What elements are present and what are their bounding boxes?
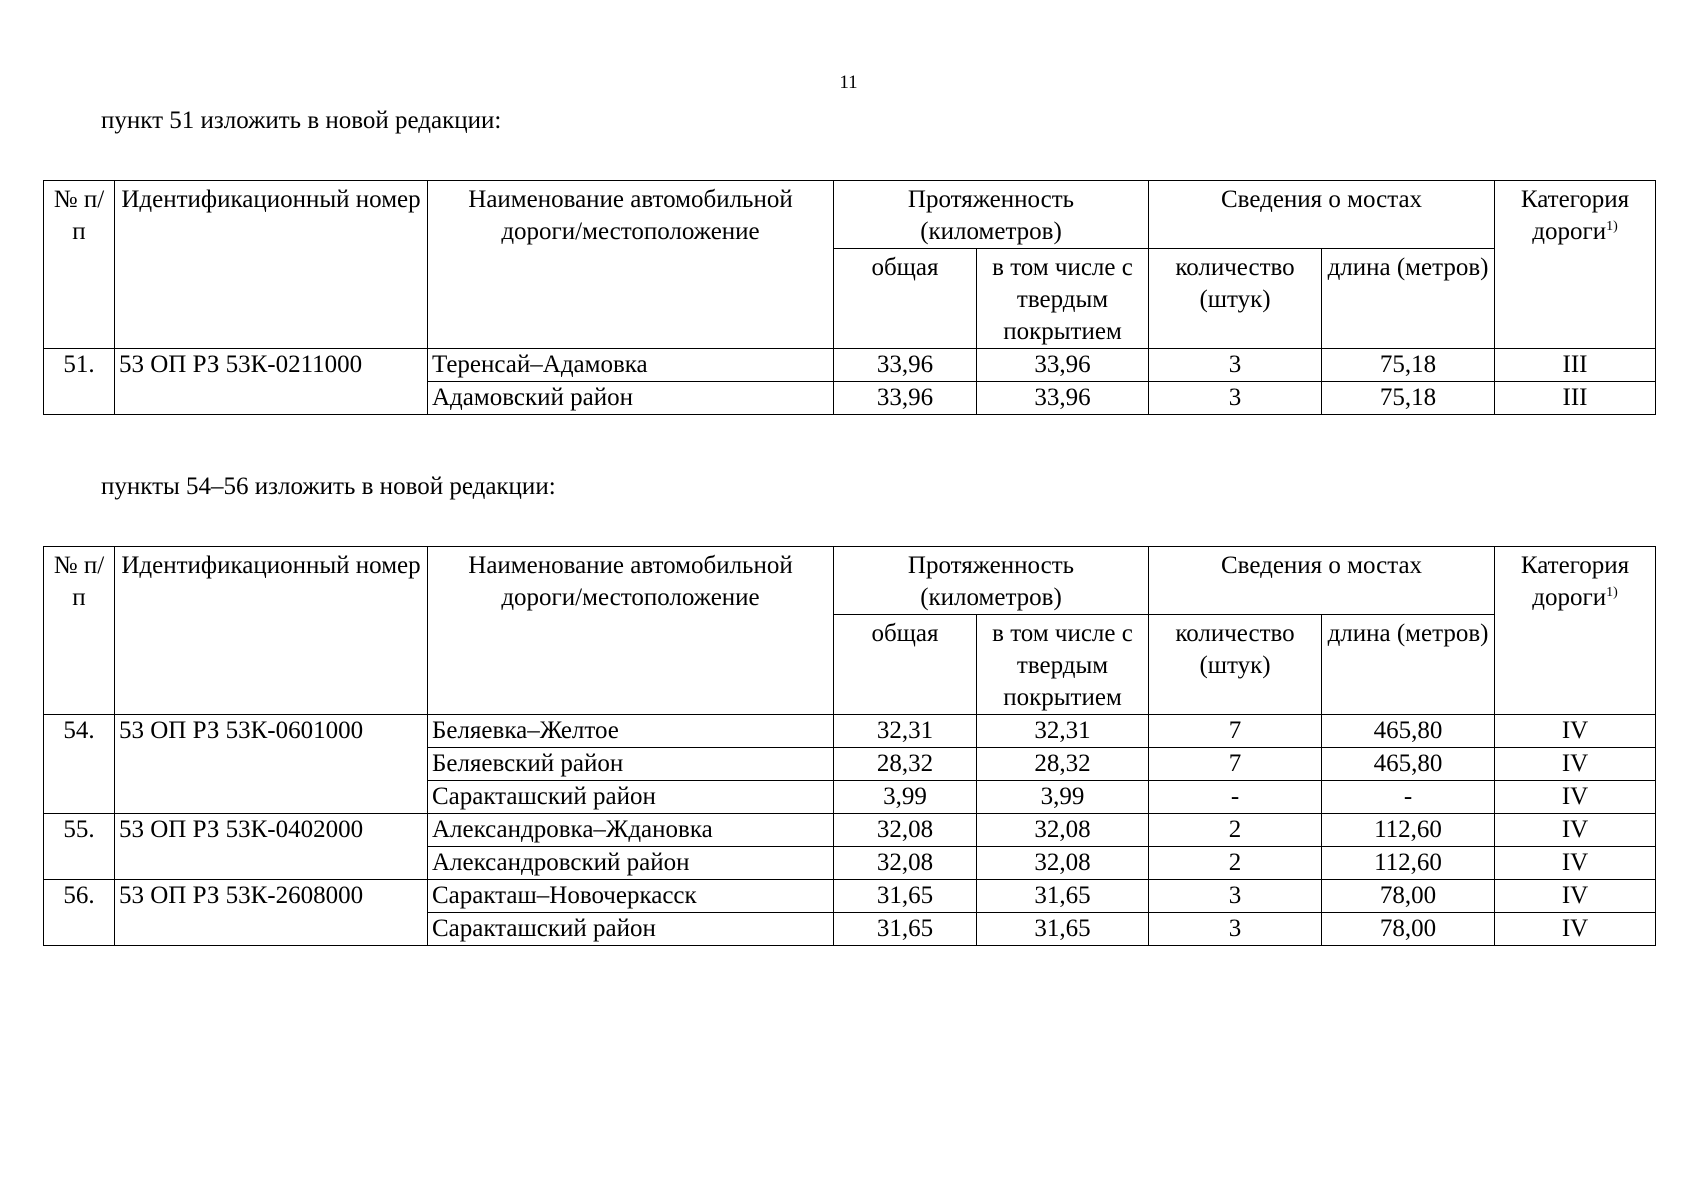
length-paved: 32,08 xyxy=(977,814,1149,847)
section-2-intro: пункты 54–56 изложить в новой редакции: xyxy=(101,473,556,500)
road-category: IV xyxy=(1495,880,1656,913)
bridges-count: 7 xyxy=(1149,715,1322,748)
road-name: Александровка–Ждановка xyxy=(428,814,834,847)
road-name: Адамовский район xyxy=(428,382,834,415)
bridges-count: 3 xyxy=(1149,880,1322,913)
length-total: 32,31 xyxy=(834,715,977,748)
length-paved: 31,65 xyxy=(977,913,1149,946)
header-category xyxy=(1495,547,1656,715)
road-category: IV xyxy=(1495,913,1656,946)
header-bridges: Сведения о мостах xyxy=(1149,181,1495,249)
table-row xyxy=(44,880,1656,913)
length-total: 3,99 xyxy=(834,781,977,814)
bridges-count: 2 xyxy=(1149,847,1322,880)
length-paved: 32,08 xyxy=(977,847,1149,880)
road-name: Саракташ–Новочеркасск xyxy=(428,880,834,913)
header-name: Наименование автомобильной дороги/местоположение xyxy=(428,547,834,715)
length-total: 32,08 xyxy=(834,847,977,880)
header-length-total: общая xyxy=(834,249,977,349)
road-id: 53 ОП РЗ 53К-0211000 xyxy=(115,349,428,415)
header-length: Протяженность (километров) xyxy=(834,181,1149,249)
header-num: № п/п xyxy=(44,181,115,349)
header-name: Наименование автомобильной дороги/местоположение xyxy=(428,181,834,349)
header-bridges-length: длина (метров) xyxy=(1322,615,1495,715)
length-total: 31,65 xyxy=(834,880,977,913)
header-category-label: Категория дороги xyxy=(1520,552,1630,611)
length-paved: 33,96 xyxy=(977,382,1149,415)
header-bridges: Сведения о мостах xyxy=(1149,547,1495,615)
item-number: 51. xyxy=(44,349,115,415)
item-number: 56. xyxy=(44,880,115,946)
header-category-note: 1) xyxy=(1606,219,1618,234)
bridges-count: 3 xyxy=(1149,382,1322,415)
header-category xyxy=(1495,181,1656,349)
road-table-2 xyxy=(43,546,1656,946)
bridges-count: 2 xyxy=(1149,814,1322,847)
bridges-length: 78,00 xyxy=(1322,880,1495,913)
bridges-count: 3 xyxy=(1149,913,1322,946)
road-category: IV xyxy=(1495,847,1656,880)
item-number: 55. xyxy=(44,814,115,880)
table-row xyxy=(44,349,1656,382)
road-category: III xyxy=(1495,382,1656,415)
road-name: Александровский район xyxy=(428,847,834,880)
road-category: III xyxy=(1495,349,1656,382)
header-category-label: Категория дороги xyxy=(1520,186,1630,245)
road-name: Саракташский район xyxy=(428,781,834,814)
header-id: Идентификационный номер xyxy=(115,181,428,349)
road-name: Беляевка–Желтое xyxy=(428,715,834,748)
table-row xyxy=(44,715,1656,748)
length-total: 32,08 xyxy=(834,814,977,847)
length-total: 28,32 xyxy=(834,748,977,781)
length-paved: 28,32 xyxy=(977,748,1149,781)
bridges-count: 7 xyxy=(1149,748,1322,781)
bridges-length: 465,80 xyxy=(1322,715,1495,748)
road-category: IV xyxy=(1495,715,1656,748)
road-category: IV xyxy=(1495,814,1656,847)
bridges-length: 112,60 xyxy=(1322,814,1495,847)
road-id: 53 ОП РЗ 53К-0402000 xyxy=(115,814,428,880)
length-paved: 33,96 xyxy=(977,349,1149,382)
section-1-intro: пункт 51 изложить в новой редакции: xyxy=(101,107,502,134)
road-category: IV xyxy=(1495,748,1656,781)
road-category: IV xyxy=(1495,781,1656,814)
header-category-note: 1) xyxy=(1606,585,1618,600)
bridges-length: 465,80 xyxy=(1322,748,1495,781)
length-paved: 3,99 xyxy=(977,781,1149,814)
header-length-paved: в том числе с твердым покрытием xyxy=(977,249,1149,349)
bridges-count: - xyxy=(1149,781,1322,814)
header-bridges-count: количество (штук) xyxy=(1149,249,1322,349)
header-length: Протяженность (километров) xyxy=(834,547,1149,615)
header-id: Идентификационный номер xyxy=(115,547,428,715)
header-length-total: общая xyxy=(834,615,977,715)
bridges-length: 75,18 xyxy=(1322,382,1495,415)
header-num: № п/п xyxy=(44,547,115,715)
road-name: Беляевский район xyxy=(428,748,834,781)
header-bridges-length: длина (метров) xyxy=(1322,249,1495,349)
header-bridges-count: количество (штук) xyxy=(1149,615,1322,715)
bridges-length: - xyxy=(1322,781,1495,814)
page-number: 11 xyxy=(839,72,858,93)
item-number: 54. xyxy=(44,715,115,814)
road-name: Теренсай–Адамовка xyxy=(428,349,834,382)
length-paved: 32,31 xyxy=(977,715,1149,748)
bridges-count: 3 xyxy=(1149,349,1322,382)
table-row xyxy=(44,814,1656,847)
length-total: 33,96 xyxy=(834,349,977,382)
road-table-1 xyxy=(43,180,1656,415)
bridges-length: 78,00 xyxy=(1322,913,1495,946)
road-id: 53 ОП РЗ 53К-0601000 xyxy=(115,715,428,814)
length-total: 33,96 xyxy=(834,382,977,415)
road-name: Саракташский район xyxy=(428,913,834,946)
length-paved: 31,65 xyxy=(977,880,1149,913)
bridges-length: 112,60 xyxy=(1322,847,1495,880)
bridges-length: 75,18 xyxy=(1322,349,1495,382)
length-total: 31,65 xyxy=(834,913,977,946)
road-id: 53 ОП РЗ 53К-2608000 xyxy=(115,880,428,946)
header-length-paved: в том числе с твердым покрытием xyxy=(977,615,1149,715)
